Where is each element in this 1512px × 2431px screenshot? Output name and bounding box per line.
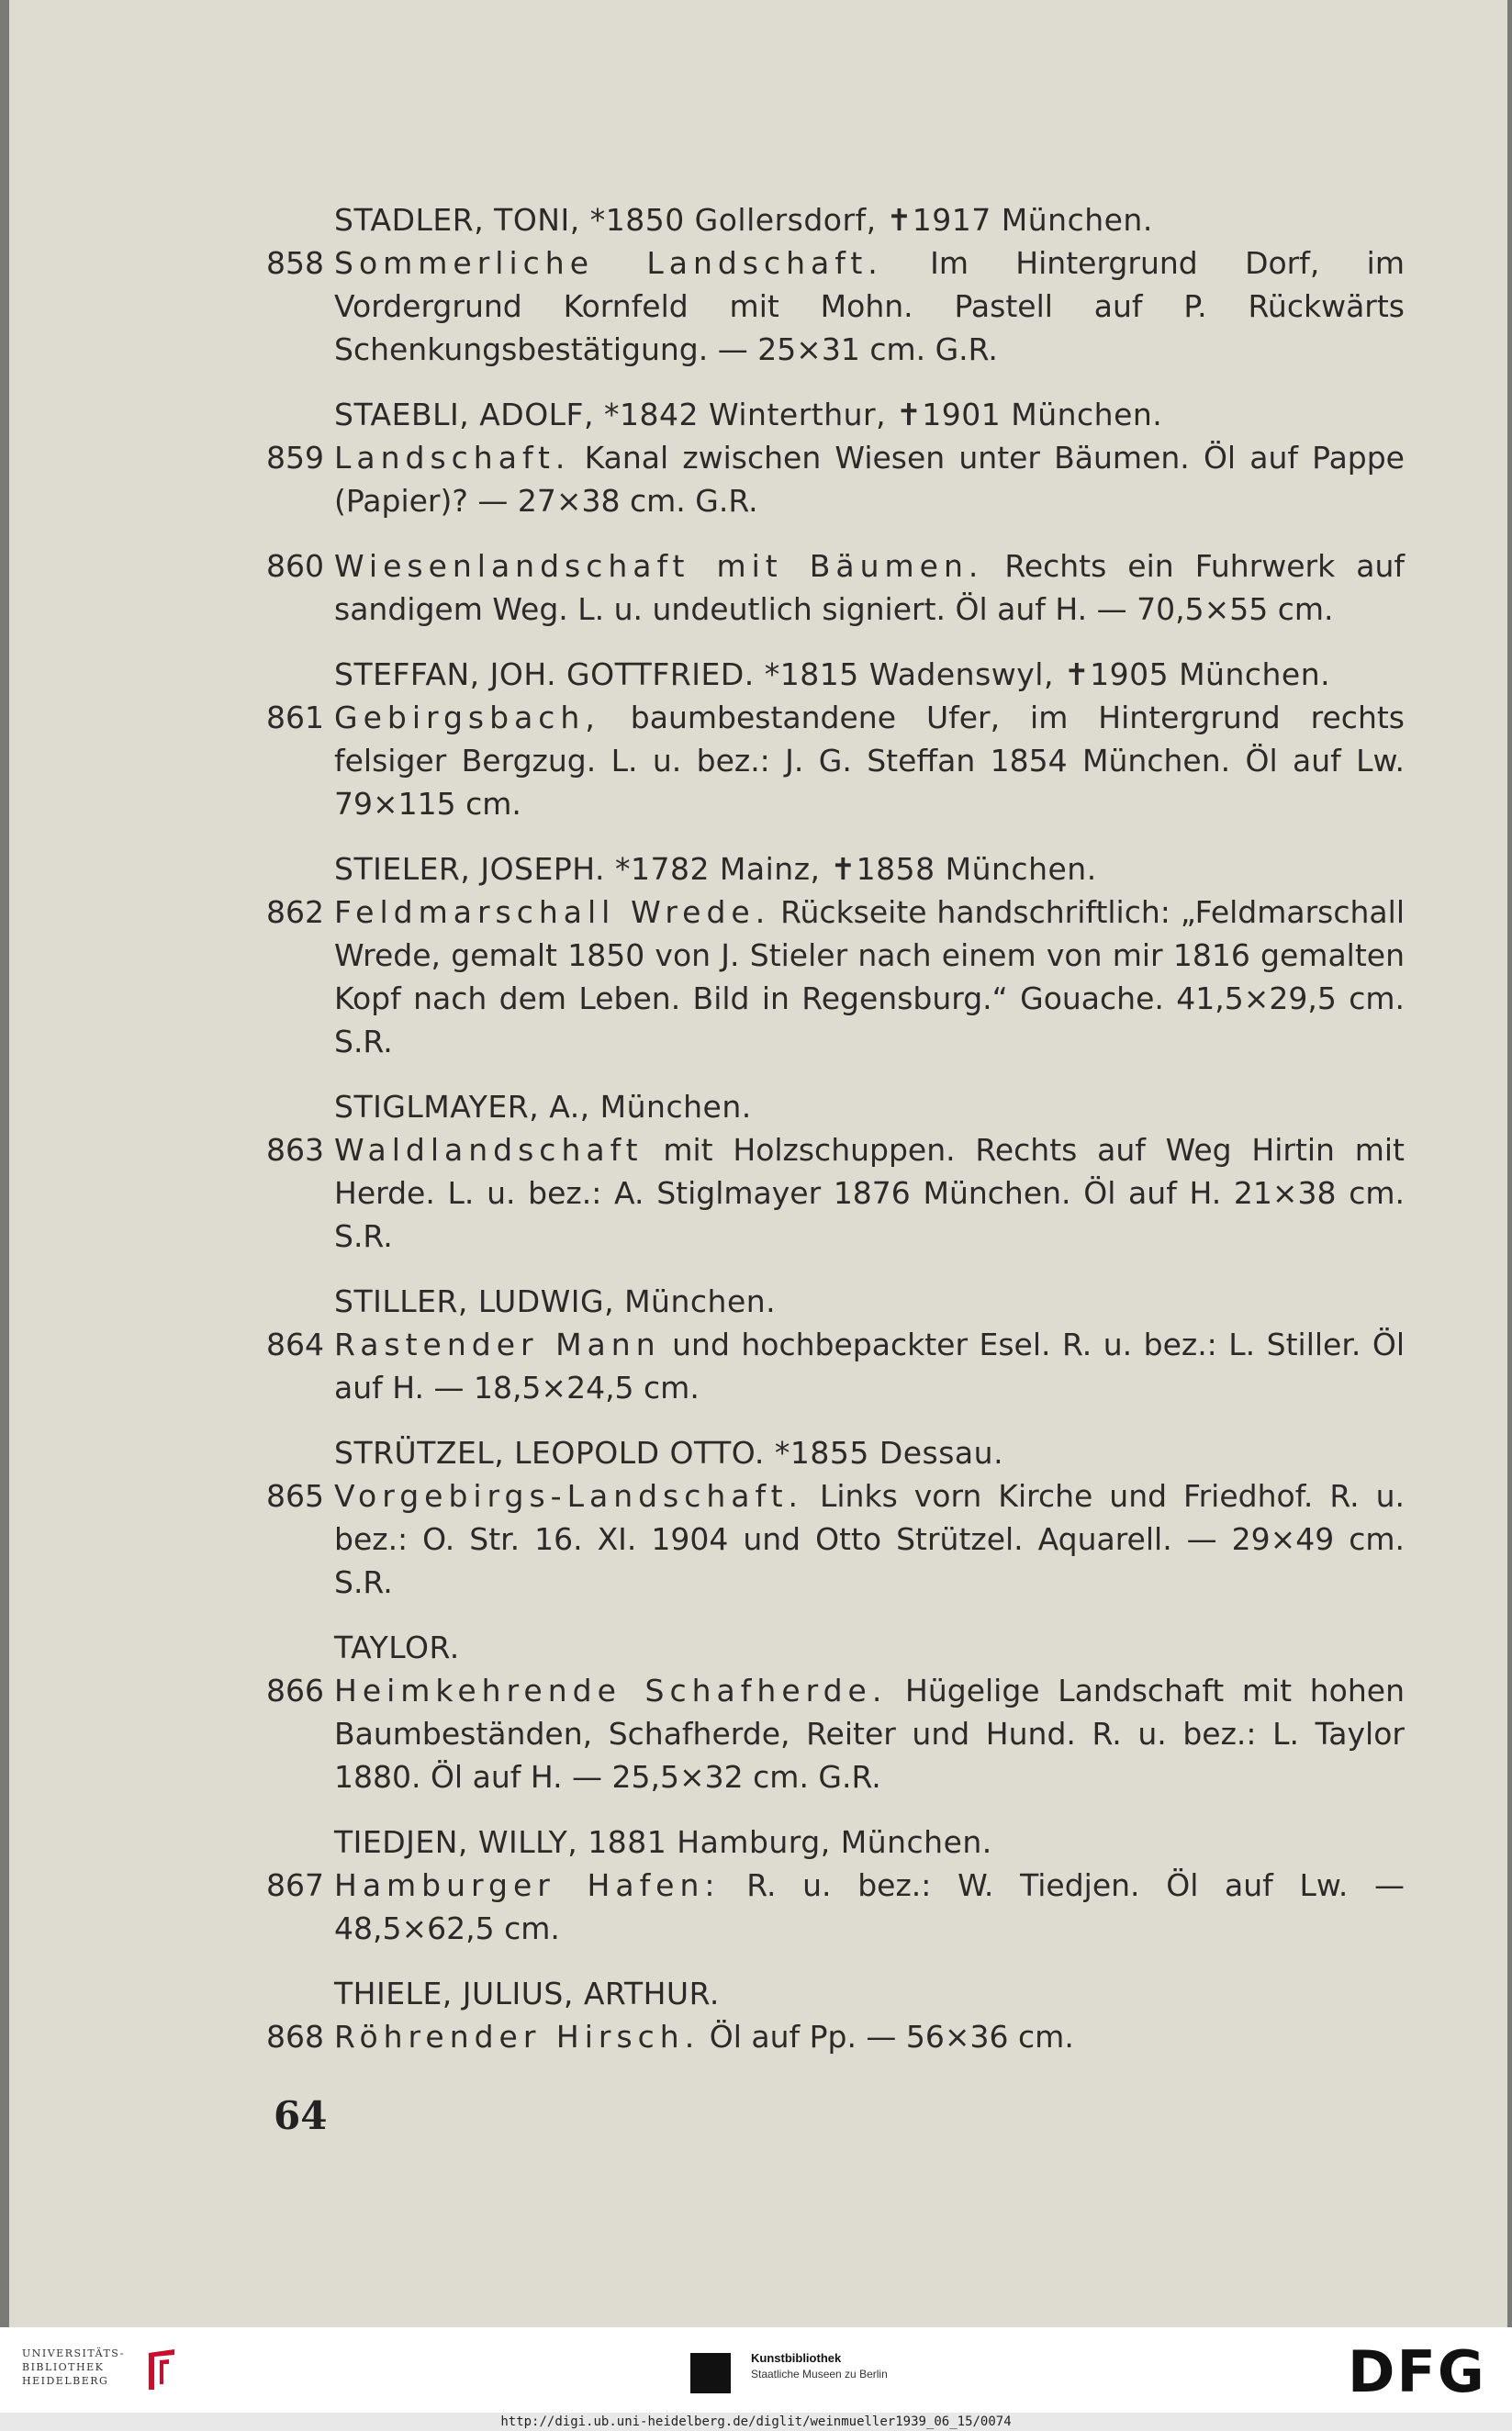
artwork-title: Waldlandschaft [334, 1132, 644, 1168]
catalog-entry [266, 1128, 1405, 1258]
catalog-entry [266, 696, 1405, 825]
lot-number: 860 [266, 548, 324, 584]
permalink-url[interactable]: http://digi.ub.uni-heidelberg.de/diglit/weinmueller1939_06_15/0074 [0, 2413, 1512, 2431]
artist-heading: TIEDJEN, WILLY, 1881 Hamburg, München. [334, 1824, 992, 1860]
catalog-entry [266, 544, 1405, 631]
artwork-title: Hamburger Hafen: [334, 1867, 721, 1903]
artwork-description: mit Holzschuppen. Rechts auf Weg Hirtin mit Herde. L. u. bez.: A. Stiglmayer 1876 München. Öl auf H. 21×38 cm. S.R. [334, 1132, 1405, 1254]
lot-number: 863 [266, 1132, 324, 1168]
artwork-description: Hügelige Landschaft mit hohen Baumbeständen, Schafherde, Reiter und Hund. R. u. bez.: L. Taylor 1880. Öl auf H. — 25,5×32 cm. G.R. [334, 1673, 1405, 1795]
artwork-title: Heimkehrende Schafherde. [334, 1673, 888, 1708]
artist-heading: THIELE, JULIUS, ARTHUR. [334, 1976, 720, 2011]
scanned-page [9, 0, 1507, 2327]
catalog-text [266, 198, 1405, 2058]
artist-heading: STAEBLI, ADOLF, *1842 Winterthur, ✝1901 München. [334, 397, 1163, 432]
lot-number: 865 [266, 1478, 324, 1514]
lot-number: 861 [266, 700, 324, 735]
lot-number: 858 [266, 245, 324, 281]
artwork-description: Rückseite handschriftlich: „Feldmarschall Wrede, gemalt 1850 von J. Stieler nach einem von mir 1816 gemalten Kopf nach dem Leben. Bild in Regensburg.“ Gouache. 41,5×29,5 cm. S.R. [334, 894, 1405, 1059]
artist-heading: STADLER, TONI, *1850 Gollersdorf, ✝1917 München. [334, 202, 1153, 238]
kunstbibliothek-logo[interactable] [690, 2346, 929, 2401]
lot-number: 862 [266, 894, 324, 930]
footer-bar [0, 2327, 1512, 2413]
dfg-logo[interactable]: DFG [1348, 2338, 1486, 2405]
artwork-title: Rastender Mann [334, 1327, 661, 1362]
artwork-title: Feldmarschall Wrede. [334, 894, 771, 930]
catalog-entry [266, 1323, 1405, 1409]
artwork-description: Öl auf Pp. — 56×36 cm. [709, 2019, 1074, 2055]
artwork-description: und hochbepackter Esel. R. u. bez.: L. Stiller. Öl auf H. — 18,5×24,5 cm. [334, 1327, 1405, 1406]
ub-emblem-icon [141, 2347, 180, 2393]
catalog-entry [266, 891, 1405, 1063]
lot-number: 867 [266, 1867, 324, 1903]
kb-name: Kunstbibliothek [751, 2351, 842, 2365]
kunstbibliothek-mark-icon [690, 2353, 731, 2393]
lot-number: 866 [266, 1673, 324, 1708]
catalog-entry [266, 1474, 1405, 1604]
artist-heading: STILLER, LUDWIG, München. [334, 1283, 777, 1319]
lot-number: 859 [266, 440, 324, 476]
artist-heading: TAYLOR. [334, 1630, 460, 1665]
artist-heading: STIGLMAYER, A., München. [334, 1089, 752, 1125]
artwork-description: R. u. bez.: W. Tiedjen. Öl auf Lw. — 48,5×62,5 cm. [334, 1867, 1405, 1946]
artwork-title: Wiesenlandschaft mit Bäumen. [334, 548, 984, 584]
lot-number: 864 [266, 1327, 324, 1362]
catalog-entry [266, 2015, 1405, 2058]
artwork-title: Gebirgsbach, [334, 700, 600, 735]
artist-heading: STRÜTZEL, LEOPOLD OTTO. *1855 Dessau. [334, 1435, 1004, 1471]
artwork-description: Rechts ein Fuhrwerk auf sandigem Weg. L. u. undeutlich signiert. Öl auf H. — 70,5×55 cm. [334, 548, 1405, 627]
ub-logo-line: HEIDELBERG [22, 2375, 109, 2387]
ub-heidelberg-logo[interactable] [22, 2347, 187, 2403]
artwork-title: Landschaft. [334, 440, 571, 476]
artwork-description: Kanal zwischen Wiesen unter Bäumen. Öl auf Pappe (Papier)? — 27×38 cm. G.R. [334, 440, 1405, 519]
lot-number: 868 [266, 2019, 324, 2055]
page-number: 64 [274, 2093, 328, 2138]
catalog-entry [266, 436, 1405, 522]
catalog-entry [266, 241, 1405, 371]
ub-logo-line: UNIVERSITÄTS- [22, 2347, 125, 2359]
artwork-title: Sommerliche Landschaft. [334, 245, 883, 281]
artwork-description: Im Hintergrund Dorf, im Vordergrund Kornfeld mit Mohn. Pastell auf P. Rückwärts Schenkungsbestätigung. — 25×31 cm. G.R. [334, 245, 1405, 367]
artwork-title: Vorgebirgs-Landschaft. [334, 1478, 804, 1514]
ub-logo-line: BIBLIOTHEK [22, 2361, 105, 2373]
catalog-entry [266, 1669, 1405, 1798]
artist-heading: STIELER, JOSEPH. *1782 Mainz, ✝1858 München. [334, 851, 1097, 887]
artwork-description: Links vorn Kirche und Friedhof. R. u. bez.: O. Str. 16. XI. 1904 und Otto Strützel. Aquarell. — 29×49 cm. S.R. [334, 1478, 1405, 1600]
kb-subtitle: Staatliche Museen zu Berlin [751, 2368, 888, 2381]
artist-heading: STEFFAN, JOH. GOTTFRIED. *1815 Wadenswyl, ✝1905 München. [334, 656, 1331, 692]
artwork-description: baumbestandene Ufer, im Hintergrund rechts felsiger Bergzug. L. u. bez.: J. G. Steffan 1854 München. Öl auf Lw. 79×115 cm. [334, 700, 1405, 822]
artwork-title: Röhrender Hirsch. [334, 2019, 700, 2055]
catalog-entry [266, 1864, 1405, 1950]
